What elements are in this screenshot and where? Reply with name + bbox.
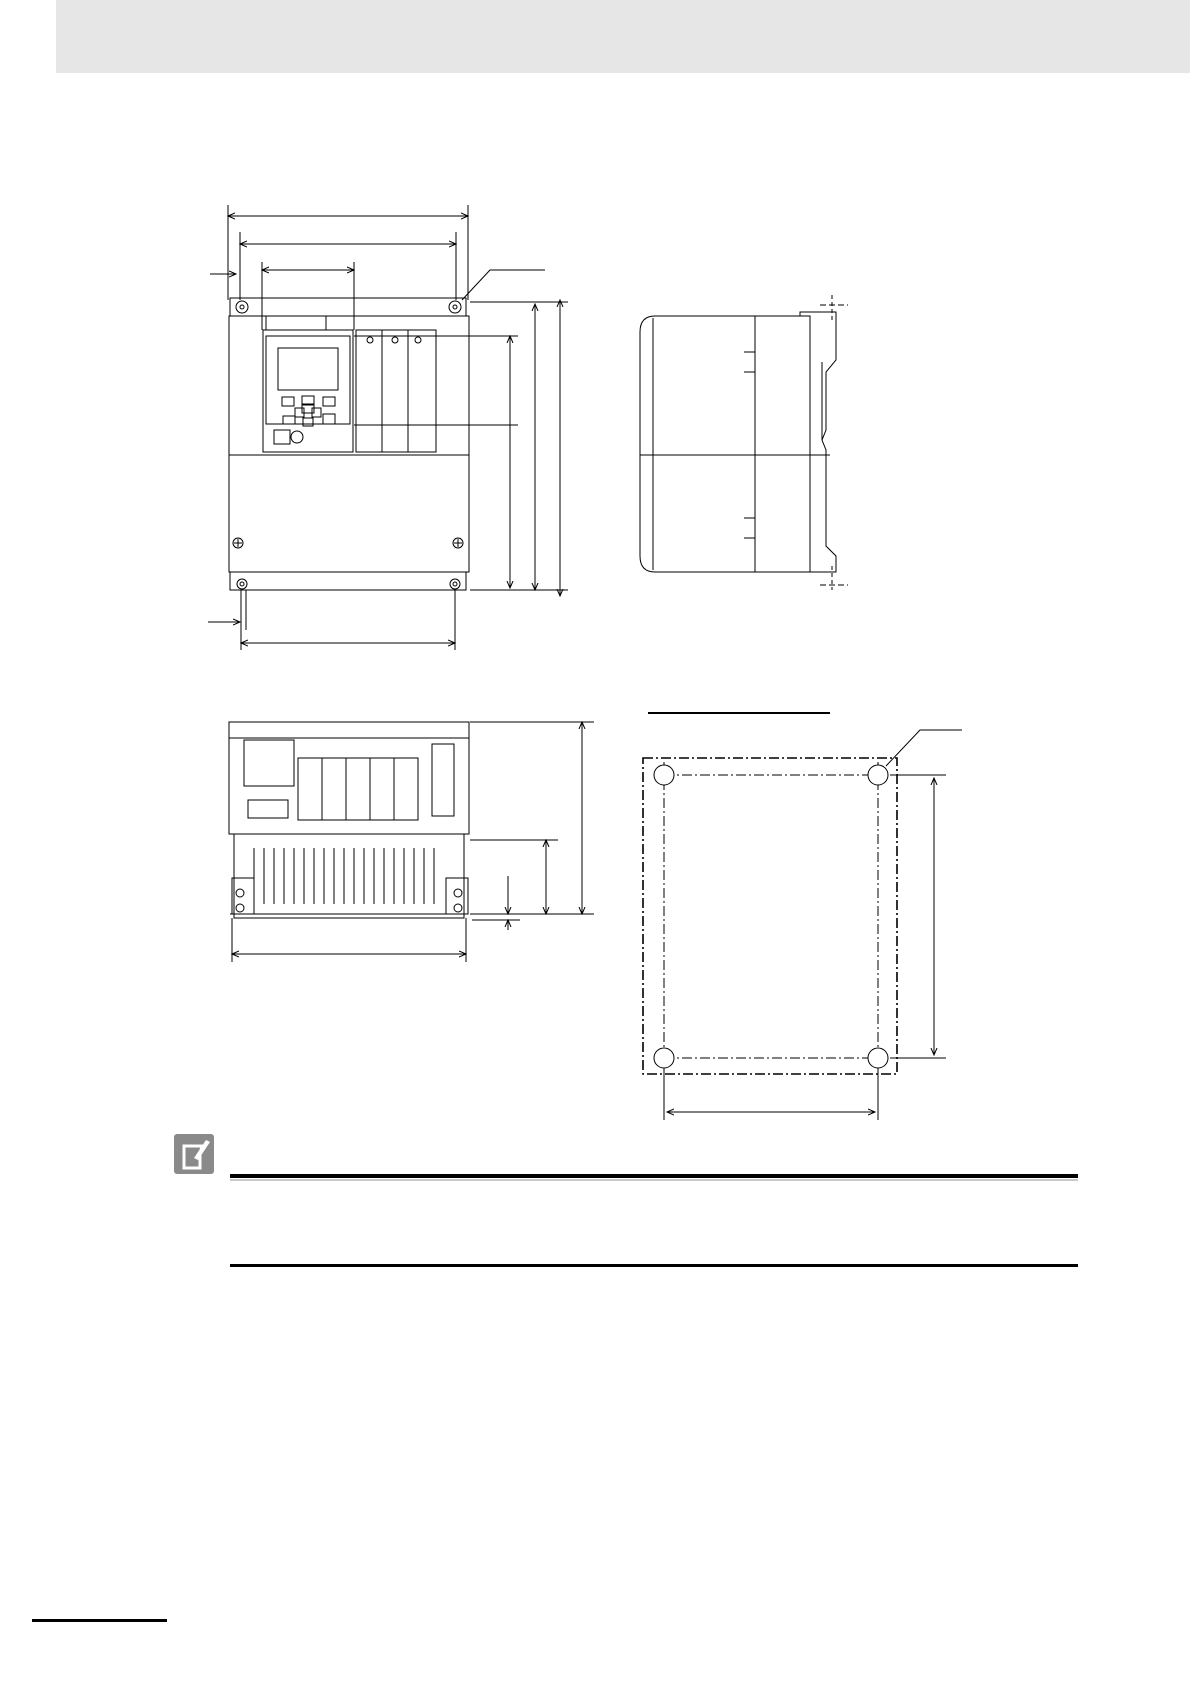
note-text (230, 1190, 1078, 1250)
side-view (640, 295, 848, 590)
note-rule-shadow (230, 1179, 1078, 1181)
footer-rule (32, 1619, 167, 1622)
heatsink-fins (254, 848, 434, 904)
precautions-pencil-icon (172, 1132, 216, 1176)
note-rule-top (230, 1174, 1078, 1178)
bottom-view (229, 722, 594, 962)
note-rule-bottom (230, 1264, 1078, 1267)
front-view (208, 205, 568, 650)
mounting-pattern (643, 713, 962, 1120)
